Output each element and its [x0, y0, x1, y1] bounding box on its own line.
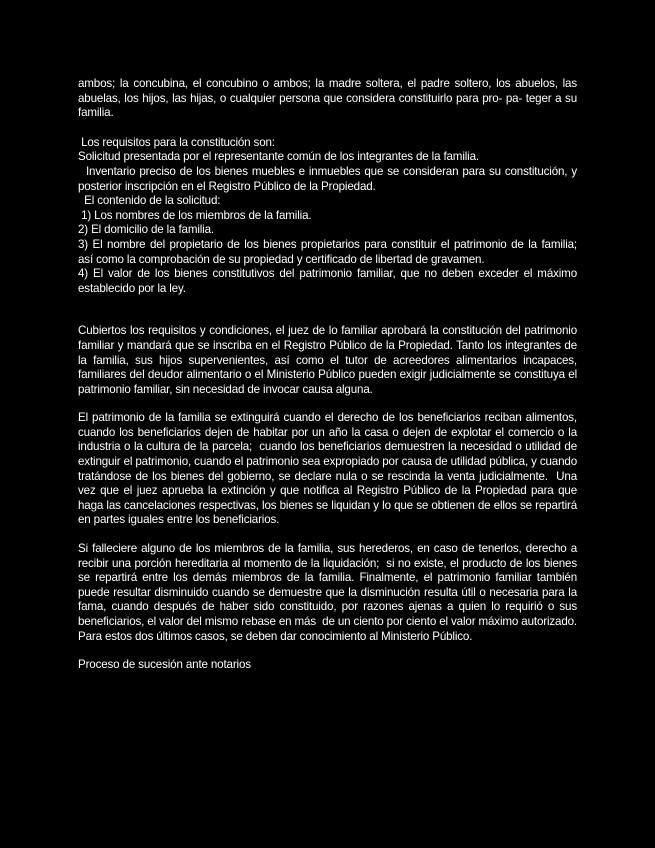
document-page: [78, 77, 587, 673]
section-heading: Proceso de sucesión ante notarios: [78, 658, 251, 672]
requirements-section: [78, 135, 587, 297]
requirement-solicitud: Solicitud presentada por el representante común de los integrantes de la familia.: [78, 150, 479, 164]
list-item: 4) El valor de los bienes constitutivos del patrimonio familiar, que no deben exceder el máximo establecido por la ley.: [78, 267, 581, 295]
content-heading: El contenido de la solicitud:: [78, 194, 221, 208]
list-item: 3) El nombre del propietario de los bienes propietarios para constituir el patrimonio de la familia; así como la comprobación de su propiedad y certificado de libertad de gravamen.: [78, 237, 587, 266]
requirements-heading: Los requisitos para la constitución son:: [78, 135, 275, 149]
list-item: 1) Los nombres de los miembros de la familia.: [78, 208, 312, 222]
death-paragraph: Si falleciere alguno de los miembros de la familia, sus herederos, en caso de tenerlos, derecho a recibir una porción hereditaria al momento de la liquidación; si no existe, el producto de los bienes se repartirá entre los demás miembros de la familia. Finalmente, el patrimonio familiar también puede resultar disminuido cuando se demuestre que la disminución resulta útil o necesaria para la fama, cuando después de haber sido constituido, por razones ajenas a quien lo requirió o sus beneficiarios, el valor del mismo rebase en más de un ciento por ciento el valor máximo autorizado. Para estos dos últimos casos, se deben dar conocimiento al Ministerio Público.: [78, 542, 581, 643]
approval-paragraph: Cubiertos los requisitos y condiciones, el juez de lo familiar aprobará la constitución del patrimonio familiar y mandará que se inscriba en el Registro Público de la Propiedad. Tanto los integrantes de la familia, sus hijos supervenientes, así como el tutor de acreedores alimentarios incapaces, familiares del deudor alimentario o el Ministerio Público pueden exigir judicialmente se constituya el patrimonio familiar, sin necesidad de invocar causa alguna.: [78, 324, 581, 396]
list-item: 2) El domicilio de la familia.: [78, 223, 214, 237]
extinction-paragraph: El patrimonio de la familia se extinguirá cuando el derecho de los beneficiarios reciban alimentos, cuando los beneficiarios dejen de habitar por un año la casa o dejen de explotar el comercio o la industria o la cultura de la parcela; cuando los beneficiarios demuestren la necesidad o utilidad de extinguir el patrimonio, cuando el patrimonio sea expropiado por causa de utilidad pública, y cuando tratándose de los bienes del gobierno, se declare nula o se rescinda la venta judicialmente. Una vez que el juez aprueba la extinción y que notifica al Registro Público de la Propiedad para que haga las cancelaciones respectivas, los bienes se liquidan y lo que se obtienen de ellos se repartirá en partes iguales entre los beneficiarios.: [78, 411, 581, 527]
intro-paragraph: ambos; la concubina, el concubino o ambos; la madre soltera, el padre soltero, los abuelos, las abuelas, los hijos, las hijas, o cualquier persona que considera constituirlo para pro- pa- teger a su familia.: [78, 77, 581, 120]
requirement-inventario: Inventario preciso de los bienes muebles e inmuebles que se consideran para su constitución, y posterior inscripción en el Registro Público de la Propiedad.: [78, 164, 581, 193]
